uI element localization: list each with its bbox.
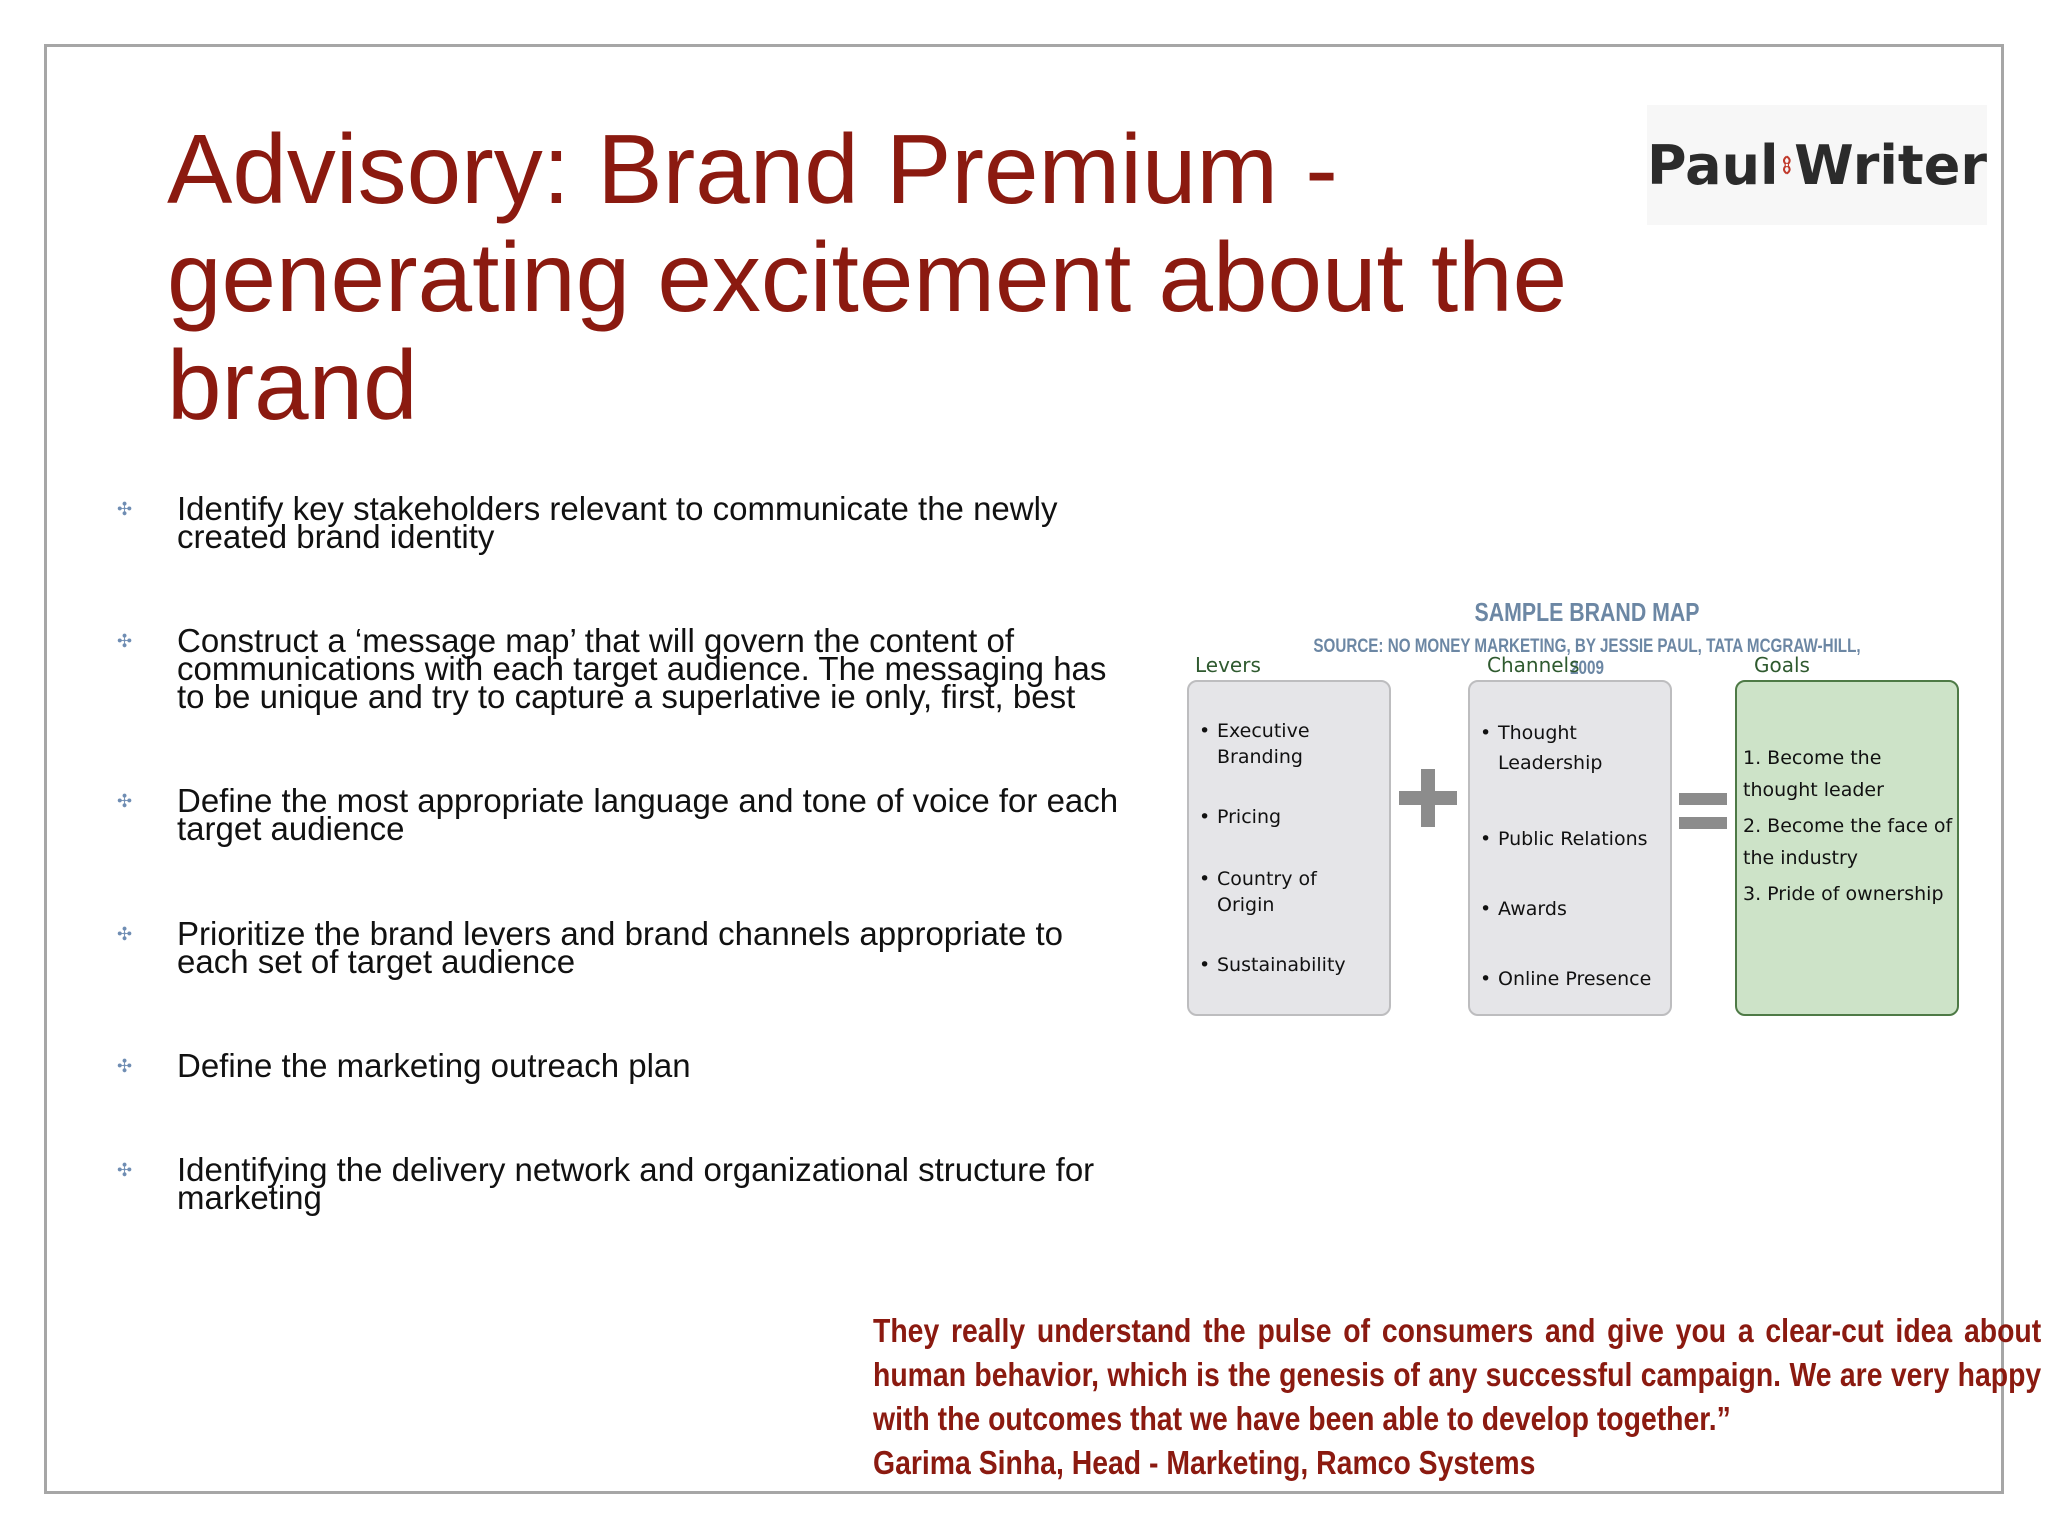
channels-box: [1468, 680, 1672, 1016]
bullet-item: ✣ Prioritize the brand levers and brand channels appropriate to each set of target audience: [117, 915, 1064, 980]
channel-item: • Awards: [1480, 898, 1567, 920]
bullet-item: ✣ Define the most appropriate language and tone of voice for each target audience: [117, 782, 1119, 847]
lever-item: • Country of Origin: [1199, 868, 1317, 916]
quote-author: Garima Sinha, Head - Marketing, Ramco Systems: [873, 1444, 1536, 1481]
goal-item: 1. Become the thought leader: [1743, 747, 1884, 801]
plus-icon: [1395, 765, 1461, 831]
bullet-marker-icon: ✣: [117, 499, 133, 519]
bullet-item: ✣ Define the marketing outreach plan: [117, 1047, 691, 1084]
bullet-item: ✣ Construct a ‘message map’ that will govern the content of communications with each target audience. The messaging has to be unique and try to capture a superlative ie only, first, best: [117, 622, 1107, 715]
paulwriter-knot-icon: [1781, 138, 1793, 192]
channel-item: • Online Presence: [1480, 968, 1652, 990]
quote-text: They really understand the pulse of consumers and give you a clear-cut idea about human behavior, which is the genesis of any successful campaign. We are very happy with the outcomes that we have been able to develop together.”: [873, 1312, 2042, 1437]
bullet-marker-icon: ✣: [117, 924, 133, 944]
lever-item: • Executive Branding: [1199, 720, 1310, 768]
slide: [44, 44, 2042, 1494]
logo-text-left: Paul: [1647, 133, 1779, 197]
bullet-item: ✣ Identifying the delivery network and organizational structure for marketing: [117, 1151, 1095, 1216]
levers-label: Levers: [1195, 653, 1261, 677]
channels-label: Channels: [1487, 653, 1580, 677]
levers-box: [1187, 680, 1391, 1016]
bullet-marker-icon: ✣: [117, 1056, 133, 1076]
goals-box: [1735, 680, 1959, 1016]
bullet-marker-icon: ✣: [117, 791, 133, 811]
lever-item: • Sustainability: [1199, 954, 1346, 976]
equals-icon: [1675, 787, 1731, 837]
brand-map-source: SOURCE: NO MONEY MARKETING, BY JESSIE PAUL, TATA MCGRAW-HILL, 2009: [1313, 636, 1861, 679]
bullet-list: [117, 490, 1127, 1216]
brand-map-title: [1227, 597, 1947, 680]
lever-item: • Pricing: [1199, 806, 1282, 828]
goal-item: 3. Pride of ownership: [1743, 883, 1944, 905]
bullet-marker-icon: ✣: [117, 1160, 133, 1180]
goal-item: 2. Become the face of the industry: [1743, 815, 1953, 869]
paulwriter-logo: [1647, 105, 1987, 225]
brand-map-heading: SAMPLE BRAND MAP: [1474, 597, 1700, 627]
goals-label: Goals: [1754, 653, 1810, 677]
channel-item: • Thought Leadership: [1480, 722, 1603, 774]
testimonial-quote: [873, 1309, 2041, 1485]
bullet-marker-icon: ✣: [117, 631, 133, 651]
channel-item: • Public Relations: [1480, 828, 1648, 850]
slide-title: Advisory: Brand Premium - generating excitement about the brand: [167, 114, 1568, 440]
logo-text-right: Writer: [1794, 133, 1987, 197]
bullet-item: ✣ Identify key stakeholders relevant to communicate the newly created brand identity: [117, 490, 1058, 555]
